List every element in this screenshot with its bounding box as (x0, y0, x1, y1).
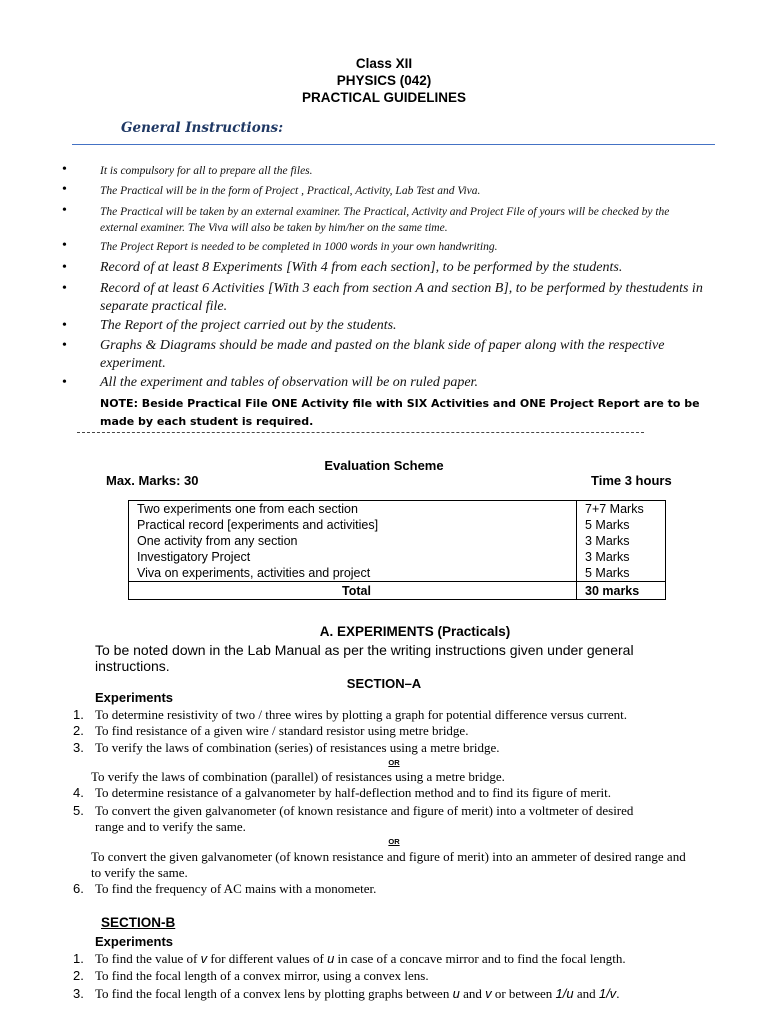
evaluation-table (128, 500, 666, 600)
experiment-item (95, 951, 695, 967)
heading-underline (72, 144, 715, 145)
instruction-item: The Practical will be taken by an external examiner. The Practical, Activity and Project File of yours will be checked by the external examiner. The Viva will also be taken by him/her on the same time. (100, 206, 670, 234)
section-a-subheading: Experiments (95, 690, 174, 705)
instruction-item: It is compulsory for all to prepare all the files. (100, 165, 313, 177)
experiments-heading: A. EXPERIMENTS (Practicals) (319, 624, 511, 639)
table-cell-item: One activity from any section (129, 533, 577, 549)
table-cell-item: Investigatory Project (129, 549, 577, 565)
bullet-icon: • (62, 162, 67, 177)
variable-inverse-v: 1/v (598, 986, 617, 1001)
bullet-icon: • (62, 338, 67, 353)
bullet-icon: • (62, 182, 67, 197)
item-number: 6. (73, 881, 84, 896)
table-cell-marks: 5 Marks (577, 517, 666, 533)
experiment-item: To determine resistivity of two / three wires by plotting a graph for potential difference versus current. (95, 707, 628, 722)
experiment-alternative: To convert the given galvanometer (of known resistance and figure of merit) into an ammeter of desired range and to verify the same. (91, 849, 686, 880)
experiment-item (95, 986, 695, 1002)
text-part: or between (491, 986, 556, 1001)
item-number: 4. (73, 785, 84, 800)
bullet-icon: • (62, 203, 67, 218)
instruction-item: All the experiment and tables of observation will be on ruled paper. (100, 375, 478, 390)
variable-u: u (452, 986, 460, 1001)
evaluation-title: Evaluation Scheme (324, 458, 444, 473)
text-part: in case of a concave mirror and to find the focal length. (334, 951, 626, 966)
item-number: 2. (73, 723, 84, 738)
text-part: and (459, 986, 486, 1001)
experiment-item: To find the focal length of a convex mirror, using a convex lens. (95, 968, 429, 983)
table-row (129, 549, 666, 565)
item-number: 3. (73, 986, 84, 1001)
experiment-alternative: To verify the laws of combination (parallel) of resistances using a metre bridge. (91, 769, 505, 784)
class-heading: Class XII (355, 56, 413, 71)
section-b-title: SECTION-B (101, 915, 176, 930)
item-number: 3. (73, 740, 84, 755)
experiment-item: To convert the given galvanometer (of known resistance and figure of merit) into a voltmeter of desired range and to verify the same. (95, 803, 634, 834)
or-separator: OR (388, 837, 400, 846)
table-row (129, 533, 666, 549)
instruction-item: The Project Report is needed to be completed in 1000 words in your own handwriting. (100, 241, 498, 253)
table-cell-item: Viva on experiments, activities and project (129, 565, 577, 582)
dashed-divider (77, 432, 644, 433)
bullet-icon: • (62, 375, 67, 390)
bullet-icon: • (62, 238, 67, 253)
variable-u: u (327, 951, 335, 966)
item-number: 2. (73, 968, 84, 983)
text-part: To find the focal length of a convex lens by plotting graphs between (95, 986, 453, 1001)
text-part: for different values of (207, 951, 328, 966)
max-marks: Max. Marks: 30 (106, 473, 199, 488)
table-row (129, 501, 666, 518)
instruction-item: Graphs & Diagrams should be made and pasted on the blank side of paper along with the respective experiment. (100, 338, 665, 371)
section-a-title: SECTION–A (346, 676, 422, 691)
variable-inverse-u: 1/u (555, 986, 574, 1001)
table-row (129, 565, 666, 582)
table-row (129, 517, 666, 533)
table-cell-marks: 7+7 Marks (577, 501, 666, 518)
table-cell-marks: 3 Marks (577, 533, 666, 549)
experiment-item: To determine resistance of a galvanometer by half-deflection method and to find its figure of merit. (95, 785, 612, 800)
text-part: . (616, 986, 620, 1001)
variable-v: v (200, 951, 208, 966)
section-b-subheading: Experiments (95, 934, 174, 949)
item-number: 1. (73, 951, 84, 966)
text-part: To find the value of (95, 951, 201, 966)
text-part: and (573, 986, 599, 1001)
experiment-item: To find the frequency of AC mains with a monometer. (95, 881, 377, 896)
instruction-item: Record of at least 8 Experiments [With 4 from each section], to be performed by the students. (100, 260, 623, 275)
bullet-icon: • (62, 281, 67, 296)
general-instructions-heading: General Instructions: (121, 120, 284, 136)
bullet-icon: • (62, 318, 67, 333)
table-cell-item: Two experiments one from each section (129, 501, 577, 518)
bullet-icon: • (62, 260, 67, 275)
document-title: PRACTICAL GUIDELINES (301, 90, 466, 105)
subject-heading: PHYSICS (042) (336, 73, 432, 88)
table-cell-item: Practical record [experiments and activities] (129, 517, 577, 533)
table-cell-marks: 3 Marks (577, 549, 666, 565)
item-number: 5. (73, 803, 84, 818)
time-allowed: Time 3 hours (591, 473, 672, 488)
experiment-item: To find resistance of a given wire / standard resistor using metre bridge. (95, 723, 469, 738)
item-number: 1. (73, 707, 84, 722)
total-label: Total (129, 582, 577, 600)
note-text: NOTE: Beside Practical File ONE Activity file with SIX Activities and ONE Project Report are to be made by each student is required. (100, 397, 700, 428)
instruction-item: The Practical will be in the form of Project , Practical, Activity, Lab Test and Viva. (100, 185, 481, 197)
variable-v: v (485, 986, 492, 1001)
experiment-item: To verify the laws of combination (series) of resistances using a metre bridge. (95, 740, 500, 755)
table-cell-marks: 5 Marks (577, 565, 666, 582)
or-separator: OR (388, 758, 400, 767)
instruction-item: The Report of the project carried out by the students. (100, 318, 397, 333)
table-total-row (129, 582, 666, 600)
instruction-item: Record of at least 6 Activities [With 3 each from section A and section B], to be performed by thestudents in separate practical file. (100, 281, 703, 314)
lab-manual-note: To be noted down in the Lab Manual as per the writing instructions given under general instructions. (95, 642, 634, 674)
total-marks: 30 marks (577, 582, 666, 600)
